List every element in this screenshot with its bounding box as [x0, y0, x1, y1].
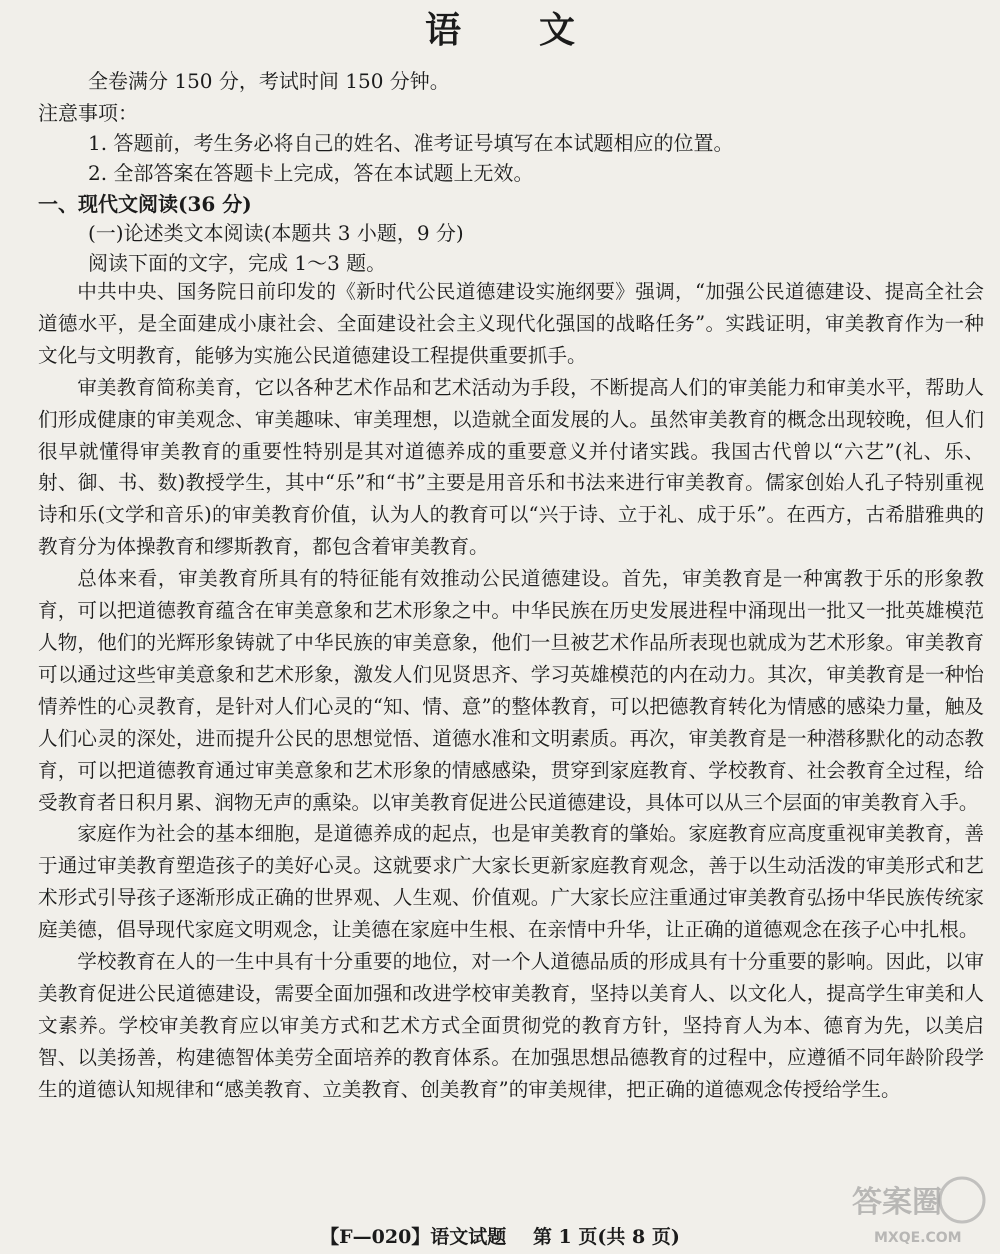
passage-paragraph-3: 总体来看，审美教育所具有的特征能有效推动公民道德建设。首先，审美教育是一种寓教于乐的形象教育，可以把道德教育蕴含在审美意象和艺术形象之中。中华民族在历史发展进程中涌现出一批又一批英雄模范人物，他们的光辉形象铸就了中华民族的审美意象，他们一旦被艺术作品所表现也就成为艺术形象。审美教育可以通过这些审美意象和艺术形象，激发人们见贤思齐、学习英雄模范的内在动力。其次，审美教育是一种怡情养性的心灵教育，是针对人们心灵的“知、情、意”的整体教育，可以把德教育转化为情感的感染力量，触及人们心灵的深处，进而提升公民的思想觉悟、道德水准和文明素质。再次，审美教育是一种潜移默化的动态教育，可以把道德教育通过审美意象和艺术形象的情感感染，贯穿到家庭教育、学校教育、社会教育全过程，给受教育者日积月累、润物无声的熏染。以审美教育促进公民道德建设，具体可以从三个层面的审美教育入手。	[38, 567, 984, 814]
exam-title: 语文	[424, 9, 653, 51]
section-subheading: (一)论述类文本阅读(本题共 3 小题，9 分)	[88, 221, 464, 245]
note-2: 2. 全部答案在答题卡上完成，答在本试题上无效。	[88, 161, 534, 185]
score-line: 全卷满分 150 分，考试时间 150 分钟。	[88, 69, 450, 93]
watermark-url: MXQE.COM	[874, 1230, 962, 1246]
exam-code: 【F—020】语文试题	[320, 1226, 507, 1248]
watermark-logo	[844, 1170, 994, 1250]
reading-passage	[38, 276, 984, 1106]
watermark-logo-text: 答案圈	[852, 1185, 942, 1220]
section-heading: 一、现代文阅读(36 分)	[38, 192, 252, 216]
passage-paragraph-1: 中共中央、国务院日前印发的《新时代公民道德建设实施纲要》强调，“加强公民道德建设、提高全社会道德水平，是全面建成小康社会、全面建设社会主义现代化强国的战略任务”。实践证明，审美教育作为一种文化与文明教育，能够为实施公民道德建设工程提供重要抓手。	[38, 280, 984, 367]
page-number: 第 1 页(共 8 页)	[532, 1226, 680, 1248]
passage-paragraph-5: 学校教育在人的一生中具有十分重要的地位，对一个人道德品质的形成具有十分重要的影响。因此，以审美教育促进公民道德建设，需要全面加强和改进学校审美教育，坚持以美育人、以文化人，提高学生审美和人文素养。学校审美教育应以审美方式和艺术方式全面贯彻党的教育方针，坚持育人为本、德育为先，以美启智、以美扬善，构建德智体美劳全面培养的教育体系。在加强思想品德教育的过程中，应遵循不同年龄阶段学生的道德认知规律和“感美教育、立美教育、创美教育”的审美规律，把正确的道德观念传授给学生。	[38, 950, 984, 1101]
passage-paragraph-4: 家庭作为社会的基本细胞，是道德养成的起点，也是审美教育的肇始。家庭教育应高度重视审美教育，善于通过审美教育塑造孩子的美好心灵。这就要求广大家长更新家庭教育观念，善于以生动活泼的审美形式和艺术形式引导孩子逐渐形成正确的世界观、人生观、价值观。广大家长应注重通过审美教育弘扬中华民族传统家庭美德，倡导现代家庭文明观念，让美德在家庭中生根、在亲情中升华，让正确的道德观念在孩子心中扎根。	[38, 822, 984, 942]
notes-heading: 注意事项：	[38, 101, 138, 125]
note-1: 1. 答题前，考生务必将自己的姓名、准考证号填写在本试题相应的位置。	[88, 131, 734, 155]
passage-paragraph-2: 审美教育简称美育，它以各种艺术作品和艺术活动为手段，不断提高人们的审美能力和审美水平，帮助人们形成健康的审美观念、审美趣味、审美理想，以造就全面发展的人。虽然审美教育的概念出现较晚，但人们很早就懂得审美教育的重要性特别是其对道德养成的重要意义并付诸实践。我国古代曾以“六艺”(礼、乐、射、御、书、数)教授学生，其中“乐”和“书”主要是用音乐和书法来进行审美教育。儒家创始人孔子特别重视诗和乐(文学和音乐)的审美教育价值，认为人的教育可以“兴于诗、立于礼、成于乐”。在西方，古希腊雅典的教育分为体操教育和缪斯教育，都包含着审美教育。	[38, 375, 984, 559]
reading-instruction: 阅读下面的文字，完成 1～3 题。	[88, 251, 387, 275]
